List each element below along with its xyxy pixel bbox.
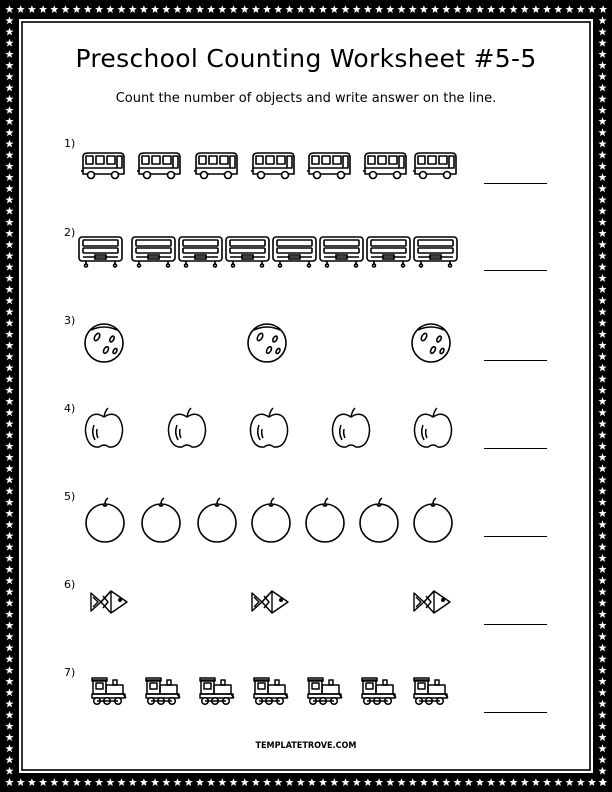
fish-icon (412, 588, 452, 616)
moon-icon (409, 317, 453, 365)
tram-icon (131, 234, 176, 268)
tram-icon (272, 234, 317, 268)
orange-icon (84, 496, 126, 544)
bus-icon (306, 147, 352, 181)
bus-icon (362, 147, 408, 181)
orange-icon (250, 496, 292, 544)
orange-icon (304, 496, 346, 544)
answer-line[interactable] (484, 536, 547, 537)
question-number: 7) (64, 666, 76, 679)
question-number: 2) (64, 226, 76, 239)
tram-icon (178, 234, 223, 268)
orange-icon (412, 496, 454, 544)
question-number: 5) (64, 490, 76, 503)
answer-line[interactable] (484, 624, 547, 625)
orange-icon (358, 496, 400, 544)
question-row (0, 488, 612, 568)
train-icon (412, 674, 450, 708)
question-number: 3) (64, 314, 76, 327)
train-icon (144, 674, 182, 708)
answer-line[interactable] (484, 270, 547, 271)
apple-icon (330, 405, 372, 451)
train-icon (90, 674, 128, 708)
question-row (0, 576, 612, 656)
question-row (0, 135, 612, 215)
answer-line[interactable] (484, 360, 547, 361)
question-row (0, 664, 612, 744)
bus-icon (193, 147, 239, 181)
question-row (0, 400, 612, 480)
train-icon (360, 674, 398, 708)
tram-icon (366, 234, 411, 268)
instructions: Count the number of objects and write answer on the line. (115, 91, 497, 106)
tram-icon (78, 234, 123, 268)
question-number: 6) (64, 578, 76, 591)
bus-icon (136, 147, 182, 181)
apple-icon (248, 405, 290, 451)
orange-icon (140, 496, 182, 544)
question-row (0, 224, 612, 304)
tram-icon (413, 234, 458, 268)
apple-icon (166, 405, 208, 451)
moon-icon (245, 317, 289, 365)
apple-icon (412, 405, 454, 451)
bus-icon (412, 147, 458, 181)
train-icon (306, 674, 344, 708)
bus-icon (80, 147, 126, 181)
train-icon (198, 674, 236, 708)
answer-line[interactable] (484, 712, 547, 713)
question-number: 4) (64, 402, 76, 415)
orange-icon (196, 496, 238, 544)
tram-icon (225, 234, 270, 268)
moon-icon (82, 317, 126, 365)
tram-icon (319, 234, 364, 268)
footer-site: TEMPLATETROVE.COM (255, 741, 357, 751)
fish-icon (89, 588, 129, 616)
fish-icon (250, 588, 290, 616)
train-icon (252, 674, 290, 708)
apple-icon (83, 405, 125, 451)
question-number: 1) (64, 137, 76, 150)
bus-icon (250, 147, 296, 181)
answer-line[interactable] (484, 448, 547, 449)
answer-line[interactable] (484, 183, 547, 184)
question-row (0, 312, 612, 392)
page-title: Preschool Counting Worksheet #5-5 (75, 44, 537, 73)
